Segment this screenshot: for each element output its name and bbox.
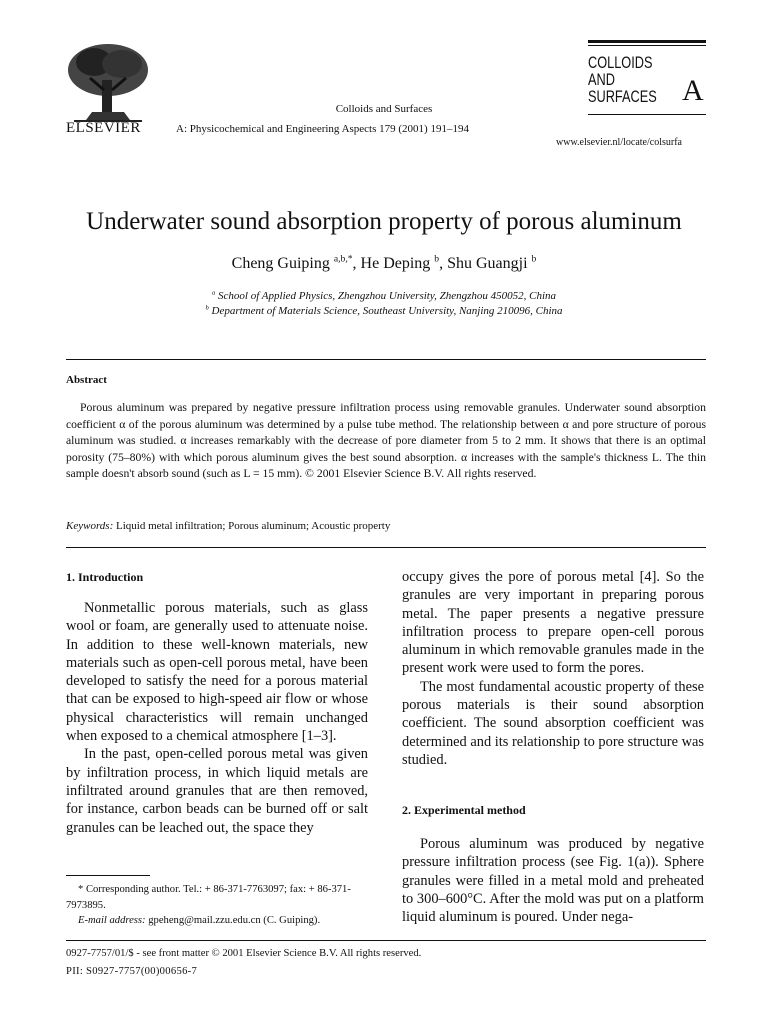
author-affiliation-mark: b xyxy=(434,253,440,265)
article-title: Underwater sound absorption property of porous aluminum xyxy=(86,208,682,235)
email-address[interactable]: gpeheng@mail.zzu.edu.cn (C. Guiping). xyxy=(148,915,321,926)
left-column xyxy=(66,599,368,837)
divider xyxy=(66,359,706,360)
author-name: Cheng Guiping xyxy=(231,255,330,272)
author-affiliation-mark: a,b,* xyxy=(333,253,353,265)
affiliation-text: Department of Materials Science, Southeast University, Nanjing 210096, China xyxy=(211,305,563,317)
journal-name: Colloids and Surfaces xyxy=(335,103,433,115)
divider xyxy=(66,547,706,548)
keywords-label: Keywords: xyxy=(66,520,114,532)
right-column-continued xyxy=(402,835,704,926)
abstract-heading: Abstract xyxy=(66,374,107,386)
journal-url[interactable]: www.elsevier.nl/locate/colsurfa xyxy=(556,137,682,148)
section-heading-introduction: 1. Introduction xyxy=(66,570,144,584)
affiliation-text: School of Applied Physics, Zhengzhou University, Zhengzhou 450052, China xyxy=(218,290,557,302)
paragraph: Porous aluminum was produced by negative pressure infiltration process (see Fig. 1(a)). Sphere granules were filled in a metal mold and preheated to 300–600°C. After the mold was put on a platform liquid aluminum is poured. Under nega- xyxy=(402,836,704,926)
author-affiliation-mark: b xyxy=(531,253,537,265)
journal-logo-line: AND xyxy=(588,70,615,89)
journal-citation: A: Physicochemical and Engineering Aspects 179 (2001) 191–194 xyxy=(176,123,469,135)
footnote-divider xyxy=(66,875,150,876)
issn-line: 0927-7757/01/$ - see front matter © 2001 Elsevier Science B.V. All rights reserved. xyxy=(66,948,422,959)
author-name: He Deping xyxy=(360,255,431,272)
author-name: Shu Guangji xyxy=(447,255,528,272)
section-heading-experimental: 2. Experimental method xyxy=(402,803,526,817)
right-column xyxy=(402,568,704,769)
corresponding-author-note: * Corresponding author. Tel.: + 86-371-7763097; fax: + 86-371-7973895. xyxy=(66,884,351,911)
abstract-text: Porous aluminum was prepared by negative pressure infiltration process using removable granules. Underwater sound absorption coefficient α of the porous aluminum was determined by a pulse tube method. The relationship between α and pore structure of porous aluminum was studied. α increases remarkably with the decrease of pore diameter from 5 to 2 mm. It shows that there is an optimal porosity (75–80%) with which porous aluminum gives the best sound absorption. α increases with the sample's thickness L. The thin sample doesn't absorb sound (such as L = 15 mm). © 2001 Elsevier Science B.V. All rights reserved. xyxy=(66,401,706,481)
paragraph: In the past, open-celled porous metal was given by infiltration process, in which liquid metals are infiltrated around granules that are then removed, for instance, carbon beads can be burned off or salt granules can be leached out, the space they xyxy=(66,746,368,836)
email-label: E-mail address: xyxy=(78,915,146,926)
keywords xyxy=(66,520,390,532)
affiliation-mark: a xyxy=(211,289,216,297)
journal-logo-line: COLLOIDS xyxy=(588,53,653,72)
publisher-name: ELSEVIER xyxy=(66,120,141,136)
paragraph: occupy gives the pore of porous metal [4]. So the granules are very important in preparing porous metal. The paper presents a negative pressure infiltration process to prepare open-cell porous aluminum in which removable granules made in the present work were used to form the pores. xyxy=(402,569,704,677)
paragraph: Nonmetallic porous materials, such as glass wool or foam, are generally used to attenuate noise. In addition to these well-known materials, new materials such as open-cell porous metal, have been developed to satisfy the need for a porous material that can be exposed to high-speed air flow or whose physical characteristics will remain unchanged when exposed to a chemical atmosphere [1–3]. xyxy=(66,600,368,745)
elsevier-tree-logo xyxy=(64,40,152,132)
journal-logo-line: SURFACES xyxy=(588,87,657,106)
affiliation xyxy=(0,305,768,317)
divider xyxy=(66,940,706,941)
journal-logo xyxy=(588,40,706,118)
author-list: Cheng Guiping $^{a,b,*}$, He Deping $^b$, Shu Guangji $^b$ xyxy=(231,253,537,272)
affiliation xyxy=(0,290,768,302)
footnote xyxy=(66,882,368,929)
keywords-text: Liquid metal infiltration; Porous aluminum; Acoustic property xyxy=(116,520,391,532)
paragraph: The most fundamental acoustic property of these porous materials is their sound absorption coefficient. The sound absorption coefficient was determined and its relationship to pore structure was studied. xyxy=(402,678,704,768)
journal-logo-letter: A xyxy=(682,74,704,107)
pii-line: PII: S0927-7757(00)00656-7 xyxy=(66,966,198,977)
affiliation-mark: b xyxy=(205,304,209,312)
